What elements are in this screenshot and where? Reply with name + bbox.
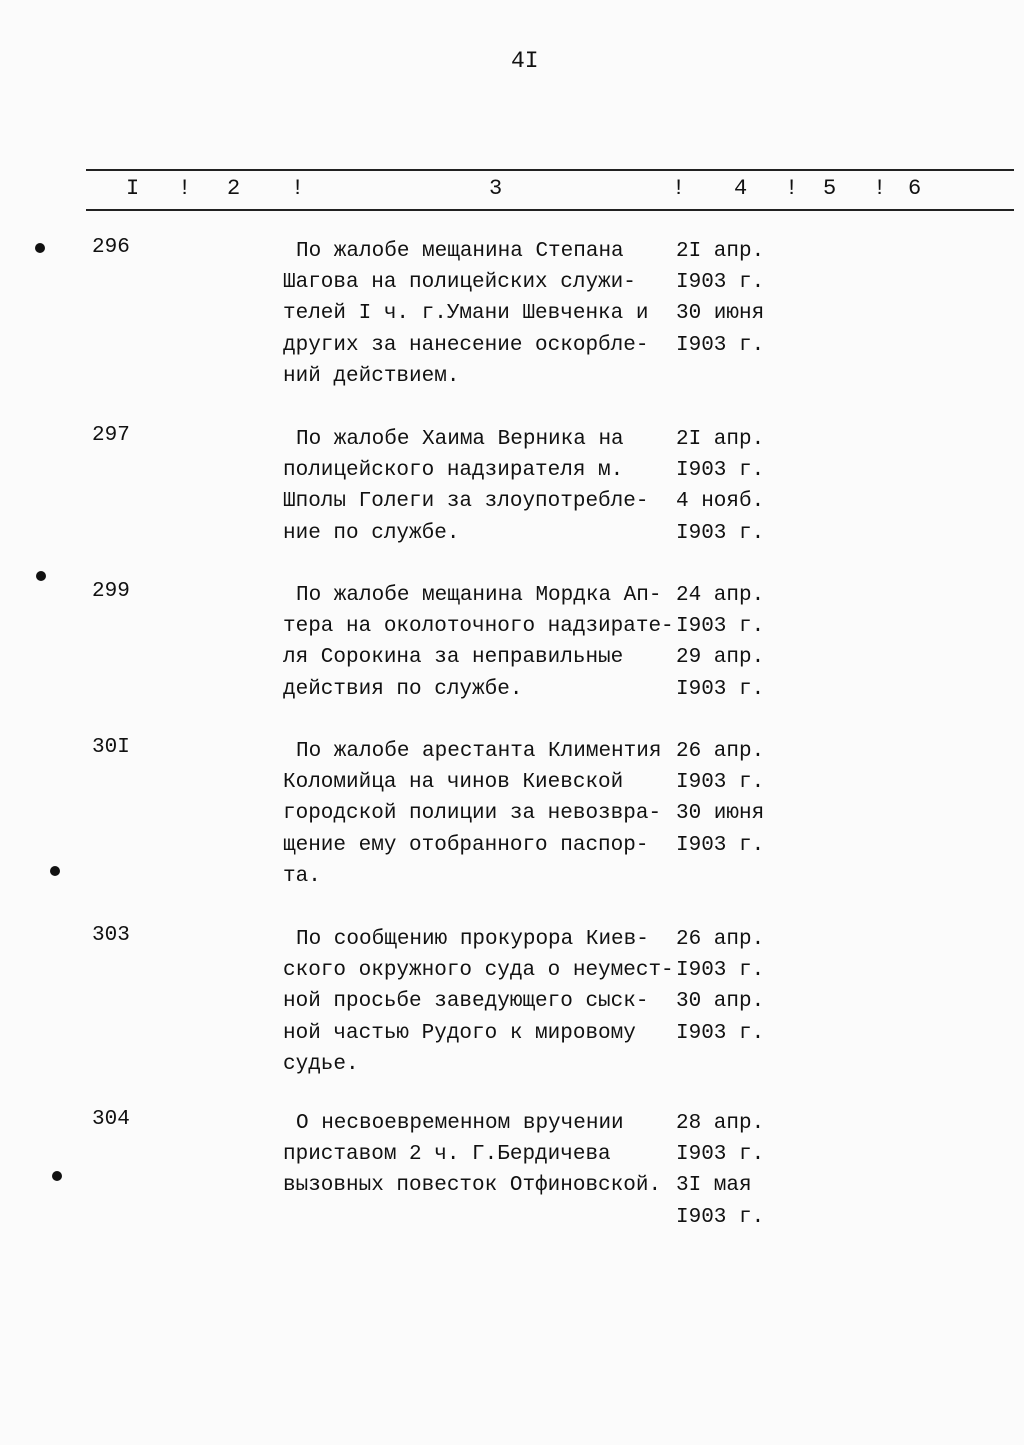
description-line: По жалобе арестанта Климентия [296, 740, 662, 763]
date-line: 26 апр. [676, 928, 765, 951]
binding-hole-mark [35, 243, 45, 253]
binding-hole-mark [52, 1171, 62, 1181]
description-line: Шагова на полицейских служи- [283, 271, 636, 295]
entry-dates [676, 736, 764, 861]
entry-number: 296 [92, 236, 130, 259]
date-line: 24 апр. [676, 584, 765, 607]
entry-number: 299 [92, 580, 130, 603]
date-line: 26 апр. [676, 740, 765, 763]
date-line: 2I апр. [676, 240, 765, 263]
description-line: других за нанесение оскорбле- [283, 333, 649, 357]
date-line: I903 г. [676, 833, 765, 857]
description-line: По жалобе Хаима Верника на [296, 428, 624, 451]
date-line: I903 г. [676, 615, 765, 639]
date-line: 3I мая [676, 1174, 752, 1198]
column-separator: ! [785, 176, 799, 201]
entry-number: 303 [92, 924, 130, 947]
description-line: вызовных повесток Отфиновской. [283, 1174, 662, 1198]
column-separator: ! [873, 176, 887, 201]
description-line: Коломийца на чинов Киевской [283, 771, 624, 795]
entry-number: 30I [92, 736, 130, 759]
description-line: ной просьбе заведующего сыск- [283, 990, 649, 1014]
date-line: 29 апр. [676, 646, 765, 670]
date-line: I903 г. [676, 333, 765, 357]
page-number: 4I [511, 48, 539, 74]
column-header-3: 3 [489, 176, 503, 201]
description-line: По сообщению прокурора Киев- [296, 928, 649, 951]
entry-description [283, 1108, 661, 1202]
date-line: I903 г. [676, 271, 765, 295]
date-line: I903 г. [676, 1021, 765, 1045]
date-line: I903 г. [676, 521, 765, 545]
entry-description [283, 580, 674, 705]
description-line: телей I ч. г.Умани Шевченка и [283, 302, 649, 326]
description-line: ние по службе. [283, 521, 460, 545]
date-line: 2I апр. [676, 428, 765, 451]
entry-dates [676, 236, 764, 361]
description-line: щение ему отобранного паспор- [283, 833, 649, 857]
date-line: 30 апр. [676, 990, 765, 1014]
column-header-4: 4 [734, 176, 748, 201]
column-header-5: 5 [823, 176, 837, 201]
entry-dates [676, 580, 764, 705]
description-line: та. [283, 864, 321, 888]
header-bottom-rule [86, 209, 1014, 211]
column-header-1: I [126, 176, 140, 201]
column-separator: ! [178, 176, 192, 201]
entry-number: 304 [92, 1108, 130, 1131]
entry-description [283, 236, 648, 392]
date-line: I903 г. [676, 677, 765, 701]
description-line: тера на околоточного надзирате- [283, 615, 674, 639]
description-line: судье. [283, 1052, 359, 1076]
description-line: ной частью Рудого к мировому [283, 1021, 636, 1045]
date-line: I903 г. [676, 1143, 765, 1167]
description-line: По жалобе мещанина Степана [296, 240, 624, 263]
date-line: I903 г. [676, 771, 765, 795]
description-line: ний действием. [283, 364, 460, 388]
column-separator: ! [291, 176, 305, 201]
column-separator: ! [672, 176, 686, 201]
entry-description [283, 924, 674, 1080]
description-line: О несвоевременном вручении [296, 1112, 624, 1135]
date-line: 30 июня [676, 302, 765, 326]
date-line: 30 июня [676, 802, 765, 826]
date-line: 4 нояб. [676, 490, 765, 514]
column-header-2: 2 [227, 176, 241, 201]
description-line: приставом 2 ч. Г.Бердичева [283, 1143, 611, 1167]
binding-hole-mark [50, 866, 60, 876]
entry-number: 297 [92, 424, 130, 447]
date-line: I903 г. [676, 959, 765, 983]
description-line: ля Сорокина за неправильные [283, 646, 624, 670]
entry-dates [676, 424, 764, 549]
entry-dates [676, 1108, 764, 1233]
entry-description [283, 736, 661, 892]
date-line: I903 г. [676, 459, 765, 483]
header-top-rule [86, 169, 1014, 171]
binding-hole-mark [36, 571, 46, 581]
description-line: Шполы Голеги за злоупотребле- [283, 490, 649, 514]
description-line: полицейского надзирателя м. [283, 459, 624, 483]
entry-description [283, 424, 648, 549]
entry-dates [676, 924, 764, 1049]
date-line: I903 г. [676, 1205, 765, 1229]
description-line: городской полиции за невозвра- [283, 802, 662, 826]
description-line: ского окружного суда о неумест- [283, 959, 674, 983]
description-line: действия по службе. [283, 677, 523, 701]
column-header-6: 6 [908, 176, 922, 201]
date-line: 28 апр. [676, 1112, 765, 1135]
description-line: По жалобе мещанина Мордка Ап- [296, 584, 662, 607]
